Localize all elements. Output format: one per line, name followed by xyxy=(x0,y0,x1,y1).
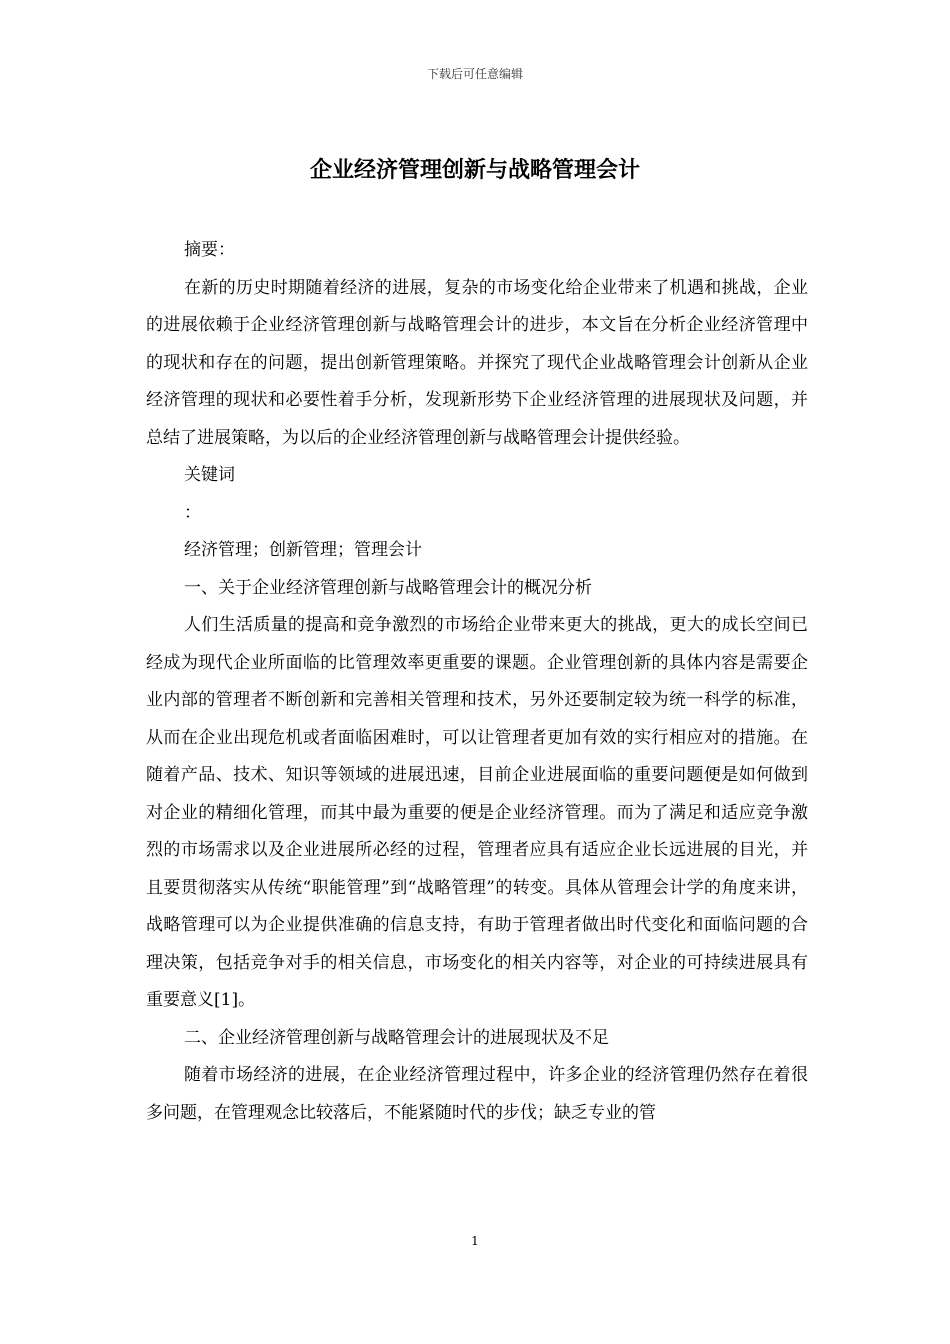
section-2-text: 随着市场经济的进展，在企业经济管理过程中，许多企业的经济管理仍然存在着很多问题，在管理观念比较落后，不能紧随时代的步伐；缺乏专业的管 xyxy=(146,1065,808,1123)
keywords-colon: ： xyxy=(184,502,201,523)
section-1-text: 人们生活质量的提高和竞争激烈的市场给企业带来更大的挑战，更大的成长空间已经成为现代企业所面临的比管理效率更重要的课题。企业管理创新的具体内容是需要企业内部的管理者不断创新和完善相关管理和技术，另外还要制定较为统一科学的标准，从而在企业出现危机或者面临困难时，可以让管理者更加有效的实行相应对的措施。在随着产品、技术、知识等领域的进展迅速，目前企业进展面临的重要问题便是如何做到对企业的精细化管理，而其中最为重要的便是企业经济管理。而为了满足和适应竞争激烈的市场需求以及企业进展所必经的过程，管理者应具有适应企业长远进展的目光，并且要贯彻落实从传统“职能管理”到“战略管理”的转变。具体从管理会计学的角度来讲，战略管理可以为企业提供准确的信息支持，有助于管理者做出时代变化和面临问题的合理决策，包括竞争对手的相关信息，市场变化的相关内容等，对企业的可持续进展具有重要意义[1]。 xyxy=(146,615,808,1010)
page-number: 1 xyxy=(471,1234,479,1248)
abstract-text: 在新的历史时期随着经济的进展，复杂的市场变化给企业带来了机遇和挑战，企业的进展依赖于企业经济管理创新与战略管理会计的进步，本文旨在分析企业经济管理中的现状和存在的问题，提出创新管理策略。并探究了现代企业战略管理会计创新从企业经济管理的现状和必要性着手分析，发现新形势下企业经济管理的进展现状及问题，并总结了进展策略，为以后的企业经济管理创新与战略管理会计提供经验。 xyxy=(146,277,808,448)
abstract-label: 摘要： xyxy=(184,240,235,260)
keywords-text: 经济管理；创新管理；管理会计 xyxy=(184,540,422,560)
document-body xyxy=(146,232,808,1132)
keywords-label: 关键词 xyxy=(184,465,235,485)
page-header-note: 下载后可任意编辑 xyxy=(426,67,523,81)
section-2-heading: 二、企业经济管理创新与战略管理会计的进展现状及不足 xyxy=(184,1027,609,1048)
section-1-heading: 一、关于企业经济管理创新与战略管理会计的概况分析 xyxy=(184,577,592,598)
document-title: 企业经济管理创新与战略管理会计 xyxy=(309,158,640,183)
